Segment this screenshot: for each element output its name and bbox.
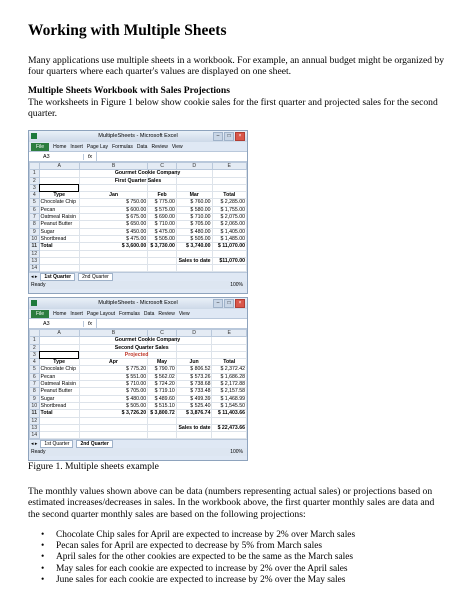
cell[interactable]: Mar (176, 192, 212, 199)
cell[interactable] (39, 170, 79, 177)
formula-input[interactable] (96, 152, 247, 161)
ribbon-tab[interactable]: Insert (70, 143, 83, 150)
cell[interactable]: $ 575.00 (148, 206, 177, 213)
cell[interactable]: $ 710.00 (79, 381, 147, 388)
maximize-button[interactable]: □ (224, 132, 234, 141)
list-item: • May sales for each cookie are expected to increase by 2% over the April sales (28, 564, 355, 575)
row-header[interactable]: 1 (30, 337, 40, 344)
ribbon-tab[interactable]: Data (143, 310, 155, 317)
excel-app-icon (31, 300, 37, 306)
ribbon-tab[interactable]: Home (53, 310, 67, 317)
column-header[interactable]: A (39, 330, 79, 337)
close-button[interactable]: × (235, 299, 245, 308)
sheet-tab[interactable]: 1st Quarter (40, 440, 73, 448)
table-row (30, 351, 247, 358)
ribbon-tab[interactable]: Page Lay (86, 143, 109, 150)
cell[interactable] (39, 344, 79, 351)
row-header[interactable]: 14 (31, 265, 38, 272)
cell[interactable] (212, 184, 246, 191)
cell[interactable] (79, 257, 147, 264)
cell[interactable]: $ 1,686.28 (212, 373, 247, 380)
cell[interactable] (39, 265, 79, 272)
cell[interactable] (79, 424, 147, 431)
table-row (30, 235, 247, 242)
table-row (30, 250, 247, 257)
cell[interactable]: $ 3,730.00 (148, 243, 177, 250)
row-header[interactable]: 4 (30, 192, 40, 199)
row-header[interactable]: 2 (30, 344, 40, 351)
cell[interactable]: Sugar (39, 395, 79, 402)
column-header[interactable]: D (176, 163, 212, 170)
list-item: • June sales for each cookie are expected to increase by 2% over the May sales (28, 575, 355, 586)
cell[interactable]: $ 790.70 (148, 366, 177, 373)
cell[interactable] (148, 250, 177, 257)
column-header[interactable]: D (176, 330, 212, 337)
table-row (30, 344, 247, 351)
excel-window-q2 (28, 297, 248, 461)
projection-list (28, 530, 355, 586)
table-row (30, 177, 247, 184)
sheet-tab[interactable]: 1st Quarter (40, 273, 75, 281)
cell[interactable]: $ 675.00 (79, 214, 147, 221)
cell[interactable]: $ 480.00 (176, 228, 212, 235)
column-header[interactable]: E (212, 330, 247, 337)
row-header[interactable]: 8 (30, 221, 40, 228)
cell[interactable]: Peanut Butter (39, 221, 79, 228)
cell[interactable]: Oatmeal Raisin (39, 381, 79, 388)
cell[interactable]: $ 11,403.66 (212, 410, 247, 417)
cell[interactable]: $ 600.00 (79, 206, 147, 213)
cell[interactable]: Second Quarter Sales (113, 344, 181, 351)
ribbon-tab[interactable]: Page Layout (86, 310, 116, 317)
cell[interactable]: Feb (148, 192, 177, 199)
cell[interactable]: Sales to date (176, 257, 212, 264)
cell[interactable] (39, 250, 79, 257)
table-row (30, 206, 247, 213)
cell[interactable]: Sugar (39, 228, 79, 235)
cell[interactable] (176, 417, 212, 424)
row-header[interactable]: 4 (30, 359, 40, 366)
figure-caption: Figure 1. Multiple sheets example (28, 461, 159, 472)
cell[interactable]: Gourmet Cookie Company (114, 170, 181, 177)
cell[interactable]: $ 738.68 (176, 381, 212, 388)
fx-icon[interactable]: fx (87, 153, 93, 160)
ribbon-tab[interactable]: Home (53, 143, 67, 150)
cell[interactable]: $ 705.00 (79, 388, 147, 395)
cell[interactable] (176, 432, 212, 439)
cell[interactable]: $ 2,372.42 (212, 366, 247, 373)
cell[interactable] (212, 344, 247, 351)
cell[interactable]: $ 750.00 (79, 199, 147, 206)
table-row (30, 402, 247, 409)
cell[interactable]: $ 3,726.20 (79, 410, 147, 417)
row-header[interactable]: 9 (30, 395, 40, 402)
ribbon-tab[interactable]: Review (151, 143, 168, 150)
status-bar (29, 281, 247, 289)
table-row (30, 366, 247, 373)
cell[interactable]: $ 2,065.00 (212, 221, 246, 228)
cell[interactable]: $ 1,755.00 (212, 206, 246, 213)
status-bar (29, 448, 247, 456)
cell[interactable] (79, 265, 147, 272)
cell[interactable]: $ 710.00 (148, 221, 177, 228)
intro-paragraph: Many applications use multiple sheets in a workbook. For example, an annual budget might be organized by four quarters where each quarter's values are displayed on one sheet. (28, 55, 444, 78)
cell[interactable]: $ 1,405.00 (212, 228, 246, 235)
row-header[interactable]: 11 (30, 243, 40, 250)
minimize-button[interactable]: – (213, 132, 223, 141)
cell[interactable]: $ 2,285.00 (212, 199, 246, 206)
list-item: • Chocolate Chip sales for April are expected to increase by 2% over March sales (28, 530, 355, 541)
cell[interactable] (39, 432, 79, 439)
close-button[interactable]: × (235, 132, 245, 141)
ribbon-tab[interactable]: Review (158, 310, 175, 317)
sheet-tabs (29, 439, 247, 448)
column-header[interactable] (30, 163, 40, 170)
excel-app-icon (31, 133, 37, 139)
row-header[interactable]: 7 (30, 381, 40, 388)
zoom-level[interactable]: 100% (230, 282, 243, 289)
cell[interactable] (79, 417, 147, 424)
row-header[interactable]: 10 (31, 235, 38, 242)
row-header[interactable]: 5 (30, 366, 40, 373)
column-header[interactable]: E (212, 163, 246, 170)
excel-window-q1 (28, 130, 248, 294)
formula-input[interactable] (96, 319, 247, 328)
cell[interactable] (39, 351, 79, 358)
cell[interactable]: $ 3,876.74 (176, 410, 212, 417)
tab-scroll-arrows[interactable]: ◂ ▸ (31, 274, 38, 281)
worksheet-grid (29, 162, 247, 272)
cell[interactable] (212, 432, 247, 439)
cell[interactable] (212, 265, 246, 272)
column-header[interactable]: A (39, 163, 79, 170)
list-item: • April sales for the other cookies are expected to be the same as the March sales (28, 552, 355, 563)
minimize-button[interactable]: – (213, 299, 223, 308)
cell[interactable]: $ 11,070.00 (212, 243, 246, 250)
cell[interactable]: $ 489.60 (148, 395, 177, 402)
cell[interactable]: $ 573.26 (176, 373, 212, 380)
cell[interactable]: May (148, 359, 177, 366)
cell[interactable]: Shortbread (39, 402, 79, 409)
worksheet-grid (29, 329, 247, 439)
cell[interactable]: $ 450.00 (79, 228, 147, 235)
cell[interactable] (212, 337, 247, 344)
table-row (30, 359, 247, 366)
column-header[interactable]: B (79, 330, 147, 337)
cell[interactable] (212, 250, 246, 257)
table-row (30, 381, 247, 388)
section-heading: Multiple Sheets Workbook with Sales Projections (28, 85, 230, 96)
cell[interactable] (148, 424, 177, 431)
cell[interactable]: $ 2,075.00 (212, 214, 246, 221)
cell[interactable]: $ 475.00 (79, 235, 147, 242)
ribbon-tab[interactable]: Data (136, 143, 148, 150)
sheet-tabs (29, 272, 247, 281)
row-header[interactable]: 2 (30, 177, 40, 184)
cell[interactable]: $ 3,600.00 (79, 243, 147, 250)
cell[interactable]: Oatmeal Raisin (39, 214, 79, 221)
cell[interactable]: $ 505.00 (148, 235, 177, 242)
cell[interactable] (212, 351, 247, 358)
row-header[interactable]: 6 (30, 206, 40, 213)
cell[interactable]: $ 733.48 (176, 388, 212, 395)
table-row (30, 199, 247, 206)
table-row (30, 184, 247, 191)
cell[interactable] (39, 184, 79, 191)
cell[interactable]: $ 690.00 (148, 214, 177, 221)
cell[interactable]: $ 480.00 (79, 395, 147, 402)
cell[interactable]: $ 724.20 (148, 381, 177, 388)
excel-title-bar (29, 131, 247, 142)
cell[interactable]: Chocolate Chip (39, 366, 79, 373)
row-header[interactable]: 9 (30, 228, 40, 235)
row-header[interactable]: 12 (31, 417, 38, 424)
cell[interactable] (212, 417, 247, 424)
cell[interactable]: $ 1,468.99 (212, 395, 247, 402)
cell[interactable] (148, 417, 177, 424)
table-row (30, 192, 247, 199)
row-header[interactable]: 8 (30, 388, 40, 395)
column-header[interactable] (30, 330, 40, 337)
maximize-button[interactable]: □ (224, 299, 234, 308)
table-row (30, 424, 247, 431)
cell[interactable]: First Quarter Sales (113, 177, 181, 184)
cell[interactable]: Sales to date (176, 424, 212, 431)
row-header[interactable]: 13 (31, 424, 38, 431)
cell[interactable]: Pecan (39, 373, 79, 380)
table-row (30, 432, 247, 439)
page-title: Working with Multiple Sheets (28, 22, 227, 39)
cell[interactable]: $ 505.00 (176, 235, 212, 242)
column-header[interactable]: C (148, 330, 177, 337)
cell[interactable]: $ 775.20 (79, 366, 147, 373)
ribbon-tabs (29, 309, 247, 318)
cell[interactable] (39, 417, 79, 424)
fx-icon[interactable]: fx (87, 320, 93, 327)
table-row (30, 214, 247, 221)
table-row (30, 228, 247, 235)
cell[interactable] (148, 257, 177, 264)
table-row (30, 337, 247, 344)
cell[interactable]: Chocolate Chip (39, 199, 79, 206)
cell[interactable]: $ 3,800.72 (148, 410, 177, 417)
list-item: • Pecan sales for April are expected to decrease by 5% from March sales (28, 541, 355, 552)
cell[interactable]: $ 705.00 (176, 221, 212, 228)
cell[interactable]: $ 650.00 (79, 221, 147, 228)
column-header[interactable]: B (79, 163, 147, 170)
cell[interactable] (39, 257, 79, 264)
cell[interactable] (79, 250, 147, 257)
cell[interactable] (148, 265, 177, 272)
formula-bar (29, 318, 247, 329)
cell[interactable]: Jan (79, 192, 147, 199)
cell[interactable]: $11,070.00 (212, 257, 246, 264)
cell[interactable] (212, 170, 246, 177)
cell[interactable]: $ 719.10 (148, 388, 177, 395)
cell[interactable]: Apr (79, 359, 147, 366)
ribbon-tab[interactable]: View (178, 310, 190, 317)
cell[interactable]: $ 499.39 (176, 395, 212, 402)
table-row (30, 221, 247, 228)
cell[interactable]: Projected (123, 351, 191, 358)
cell[interactable]: $ 505.00 (79, 402, 147, 409)
row-header[interactable]: 11 (30, 410, 40, 417)
cell[interactable]: $ 3,740.00 (176, 243, 212, 250)
section-paragraph: The worksheets in Figure 1 below show cookie sales for the first quarter and projected sales for the second quarter. (28, 97, 438, 120)
cell[interactable]: $ 760.00 (176, 199, 212, 206)
table-row (30, 417, 247, 424)
cell[interactable]: $ 775.00 (148, 199, 177, 206)
row-header[interactable]: 3 (30, 351, 40, 358)
name-box[interactable]: A3 (29, 321, 84, 327)
sheet-tab[interactable]: 2nd Quarter (76, 440, 112, 448)
cell[interactable] (113, 184, 181, 191)
table-row (30, 410, 247, 417)
cell[interactable]: $ 551.00 (79, 373, 147, 380)
cell[interactable] (39, 424, 79, 431)
table-row (30, 265, 247, 272)
row-header[interactable]: 13 (31, 257, 38, 264)
formula-bar (29, 151, 247, 162)
table-row (30, 388, 247, 395)
table-row (30, 395, 247, 402)
ribbon-tab[interactable]: Insert (70, 310, 83, 317)
row-header[interactable]: 1 (30, 170, 40, 177)
cell[interactable]: Pecan (39, 206, 79, 213)
ribbon-tab[interactable]: File (31, 310, 49, 318)
cell[interactable] (176, 250, 212, 257)
row-header[interactable]: 10 (31, 402, 38, 409)
cell[interactable] (212, 177, 246, 184)
window-title: MultipleSheets - Microsoft Excel (98, 133, 178, 139)
cell[interactable]: Type (39, 359, 79, 366)
tab-scroll-arrows[interactable]: ◂ ▸ (31, 441, 38, 448)
cell[interactable] (79, 432, 147, 439)
ribbon-tabs (29, 142, 247, 151)
cell[interactable]: $ 710.00 (176, 214, 212, 221)
cell[interactable]: $ 1,545.50 (212, 402, 247, 409)
cell[interactable]: $ 515.10 (148, 402, 177, 409)
ribbon-tab[interactable]: Formulas (119, 310, 140, 317)
cell[interactable] (176, 265, 212, 272)
cell[interactable]: Peanut Butter (39, 388, 79, 395)
cell[interactable]: Total (39, 243, 79, 250)
row-header[interactable]: 14 (31, 432, 38, 439)
paragraph-projections: The monthly values shown above can be data (numbers representing actual sales) or projections based on estimated increases/decreases in sales. In the workbook above, the first quarter monthly sales are data and the second quarter monthly sales are based on the following projections: (28, 486, 435, 520)
name-box[interactable]: A3 (29, 154, 84, 160)
row-header[interactable]: 12 (31, 250, 38, 257)
cell[interactable]: Type (39, 192, 79, 199)
cell[interactable]: Jun (176, 359, 212, 366)
ribbon-tab[interactable]: Formulas (112, 143, 133, 150)
cell[interactable]: Gourmet Cookie Company (114, 337, 181, 344)
status-text: Ready (31, 282, 46, 289)
zoom-level[interactable]: 100% (230, 449, 243, 456)
table-row (30, 170, 247, 177)
cell[interactable] (39, 337, 79, 344)
table-row (30, 373, 247, 380)
cell[interactable]: $ 2,172.88 (212, 381, 247, 388)
column-header[interactable]: C (148, 163, 177, 170)
row-header[interactable]: 6 (30, 373, 40, 380)
window-title: MultipleSheets - Microsoft Excel (98, 300, 178, 306)
sheet-tab[interactable]: 2nd Quarter (78, 273, 113, 281)
cell[interactable]: Total (212, 192, 246, 199)
cell[interactable] (39, 177, 79, 184)
cell[interactable]: Total (212, 359, 247, 366)
cell[interactable]: $ 22,473.66 (212, 424, 247, 431)
ribbon-tab[interactable]: View (171, 143, 183, 150)
cell[interactable] (148, 432, 177, 439)
cell[interactable]: $ 806.52 (176, 366, 212, 373)
cell[interactable]: $ 562.02 (148, 373, 177, 380)
table-row (30, 243, 247, 250)
cell[interactable]: $ 525.40 (176, 402, 212, 409)
status-text: Ready (31, 449, 46, 456)
row-header[interactable]: 7 (30, 214, 40, 221)
cell[interactable]: Total (39, 410, 79, 417)
table-row (30, 257, 247, 264)
excel-title-bar (29, 298, 247, 309)
cell[interactable]: $ 1,485.00 (212, 235, 246, 242)
cell[interactable]: Shortbread (39, 235, 79, 242)
row-header[interactable]: 5 (30, 199, 40, 206)
cell[interactable]: $ 475.00 (148, 228, 177, 235)
cell[interactable]: $ 2,157.58 (212, 388, 247, 395)
cell[interactable]: $ 580.00 (176, 206, 212, 213)
row-header[interactable]: 3 (30, 184, 40, 191)
ribbon-tab[interactable]: File (31, 143, 49, 151)
